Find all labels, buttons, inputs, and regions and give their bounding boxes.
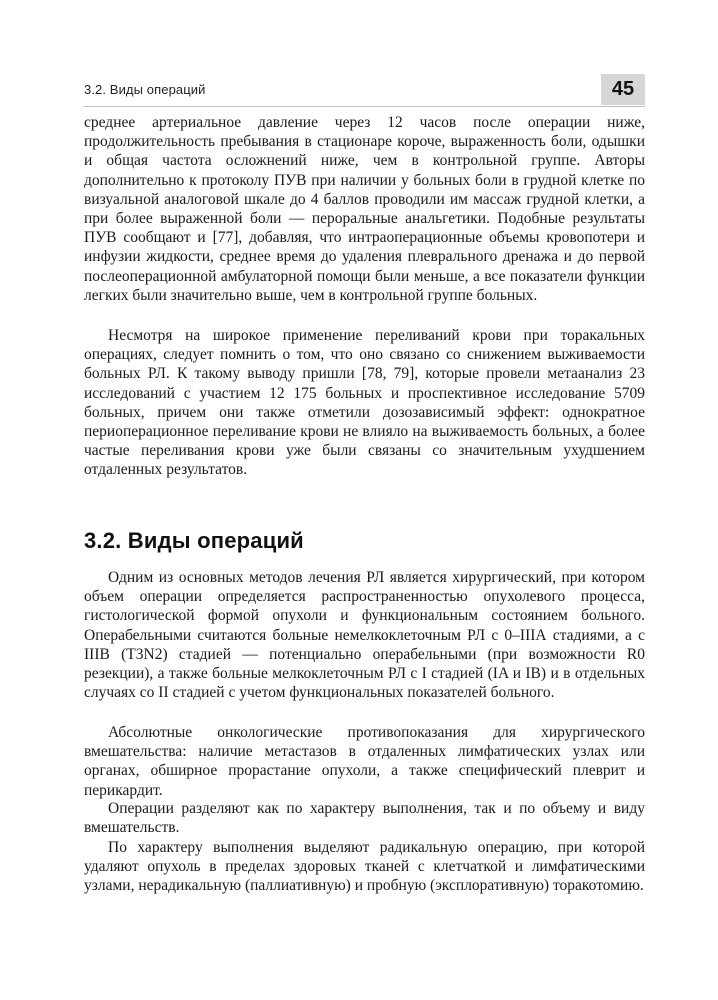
paragraph-radical-operation: По характеру выполнения выделяют радикальную операцию, при которой удаляют опухоль в пределах здоровых тканей с клетчаткой и лимфатическими узлами, нерадикальную (паллиативную) и пробную (эксплоративную) торакотомию.	[84, 839, 645, 895]
page-number: 45	[601, 74, 645, 105]
paragraph-operation-types: Операции разделяют как по характеру выполнения, так и по объему и виду вмешательств.	[84, 800, 645, 837]
paragraph-continued: среднее артериальное давление через 12 часов после операции ниже, продолжительность пребывания в стационаре короче, выраженность боли, одышки и общая частота осложнений ниже, чем в контрольной группе. Авторы дополнительно к протоколу ПУВ при наличии у больных боли в грудной клетке по визуальной аналоговой шкале до 4 баллов проводили им массаж грудной клетки, а при более выраженной боли — пероральные анальгетики. Подобные результаты ПУВ сообщают и [77], добавляя, что интраоперационные объемы кровопотери и инфузии жидкости, среднее время до удаления плеврального дренажа и до первой послеоперационной амбулаторной помощи были меньше, а все показатели функции легких были значительно выше, чем в контрольной группе больных.	[84, 114, 645, 304]
running-header	[84, 74, 645, 107]
section-heading: 3.2. Виды операций	[84, 528, 304, 553]
paragraph-surgical-method: Одним из основных методов лечения РЛ является хирургический, при котором объем операции определяется распространенностью опухолевого процесса, гистологической формой опухоли и функциональным состоянием больного. Операбельными считаются больные немелкоклеточным РЛ с 0–IIIА стадиями, а с IIIВ (T3N2) стадией — потенциально операбельными (при возможности R0 резекции), а также больные мелкоклеточным РЛ с I стадией (IA и IB) и в отдельных случаях со II стадией с учетом функциональных показателей больного.	[84, 569, 645, 702]
paragraph-contraindications: Абсолютные онкологические противопоказания для хирургического вмешательства: наличие метастазов в отдаленных лимфатических узлах или органах, обширное прорастание опухоли, а также специфический плеврит и перикардит.	[84, 724, 645, 799]
paragraph-blood-transfusion: Несмотря на широкое применение переливаний крови при торакальных операциях, следует помнить о том, что оно связано со снижением выживаемости больных РЛ. К такому выводу пришли [78, 79], которые провели метаанализ 23 исследований с участием 12 175 больных и проспективное исследование 5709 больных, причем они также отметили дозозависимый эффект: однократное периоперационное переливание крови не влияло на выживаемость больных, а более частые переливания крови уже были связаны со значительным ухудшением отдаленных результатов.	[84, 327, 645, 479]
running-title: 3.2. Виды операций	[84, 82, 206, 97]
